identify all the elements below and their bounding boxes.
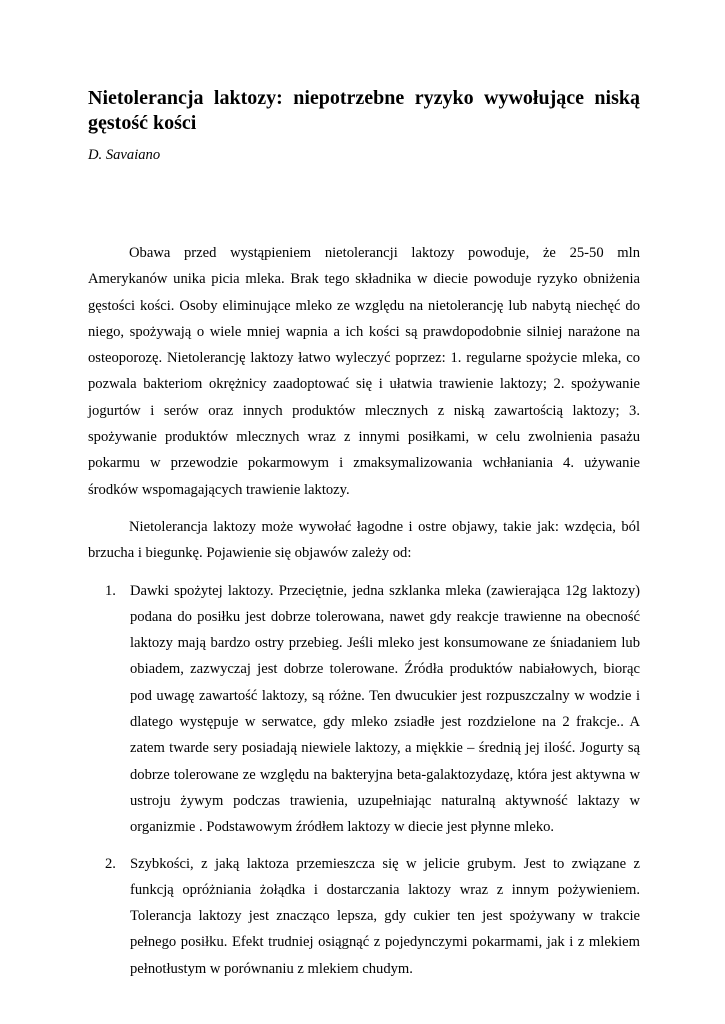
list-item: [88, 578, 640, 841]
list-item-number: 2.: [105, 855, 116, 872]
factors-list: [88, 578, 640, 982]
list-item-text: Szybkości, z jaką laktoza przemieszcza się w jelicie grubym. Jest to związane z funkcją opróżniania żołądka i dostarczania laktozy wraz z innym pożywieniem. Tolerancja laktozy jest znacząco lepsza, gdy cukier ten jest spożywany w trakcie pełnego posiłku. Efekt trudniej osiągnąć z pojedynczymi pokarmami, jak i z mlekiem pełnotłustym w porównaniu z mlekiem chudym.: [130, 855, 640, 977]
document-body: [88, 240, 640, 992]
intro-paragraph: Obawa przed wystąpieniem nietolerancji laktozy powoduje, że 25-50 mln Amerykanów unika picia mleka. Brak tego składnika w diecie powoduje ryzyko obniżenia gęstości kości. Osoby eliminujące mleko ze względu na nietolerancję lub nabytą niechęć do niego, spożywają o wiele mniej wapnia a ich kości są prawdopodobnie silniej narażone na osteoporozę. Nietolerancję laktozy łatwo wyleczyć poprzez: 1. regularne spożycie mleka, co pozwala bakteriom okrężnicy zaadoptować się i ułatwia trawienie laktozy; 2. spożywanie jogurtów i serów oraz innych produktów mlecznych z niską zawartością laktozy; 3. spożywanie produktów mlecznych wraz z innymi posiłkami, w celu zwolnienia pasażu pokarmu w przewodzie pokarmowym i zmaksymalizowania wchłaniania 4. używanie środków wspomagających trawienie laktozy.: [88, 245, 640, 498]
list-item-number: 1.: [105, 582, 116, 599]
symptoms-paragraph: Nietolerancja laktozy może wywołać łagodne i ostre objawy, takie jak: wzdęcia, ból brzucha i biegunkę. Pojawienie się objawów zależy od:: [88, 518, 640, 562]
list-item-text: Dawki spożytej laktozy. Przeciętnie, jedna szklanka mleka (zawierająca 12g laktozy) podana do posiłku jest dobrze tolerowana, nawet gdy reakcje trawienne na obecność laktozy mają bardzo ostry przebieg. Jeśli mleko jest konsumowane ze śniadaniem lub obiadem, zazwyczaj jest dobrze tolerowane. Źródła produktów nabiałowych, biorąc pod uwagę zawartość laktozy, są różne. Ten dwucukier jest rozpuszczalny w wodzie i dlatego występuje w serwatce, gdy mleko zsiadłe jest rozdzielone na 2 frakcje.. A zatem twarde sery posiadają niewiele laktozy, a miękkie – średnią jej ilość. Jogurty są dobrze tolerowane ze względu na bakteryjna beta-galaktozydazę, która jest aktywna w ustroju żywym podczas trawienia, uzupełniając naturalną aktywność laktazy w organizmie . Podstawowym źródłem laktozy w diecie jest płynne mleko.: [130, 582, 640, 836]
document-title: Nietolerancja laktozy: niepotrzebne ryzyko wywołujące niską gęstość kości: [88, 87, 640, 134]
document-author: D. Savaiano: [88, 147, 161, 163]
list-item: [88, 851, 640, 982]
